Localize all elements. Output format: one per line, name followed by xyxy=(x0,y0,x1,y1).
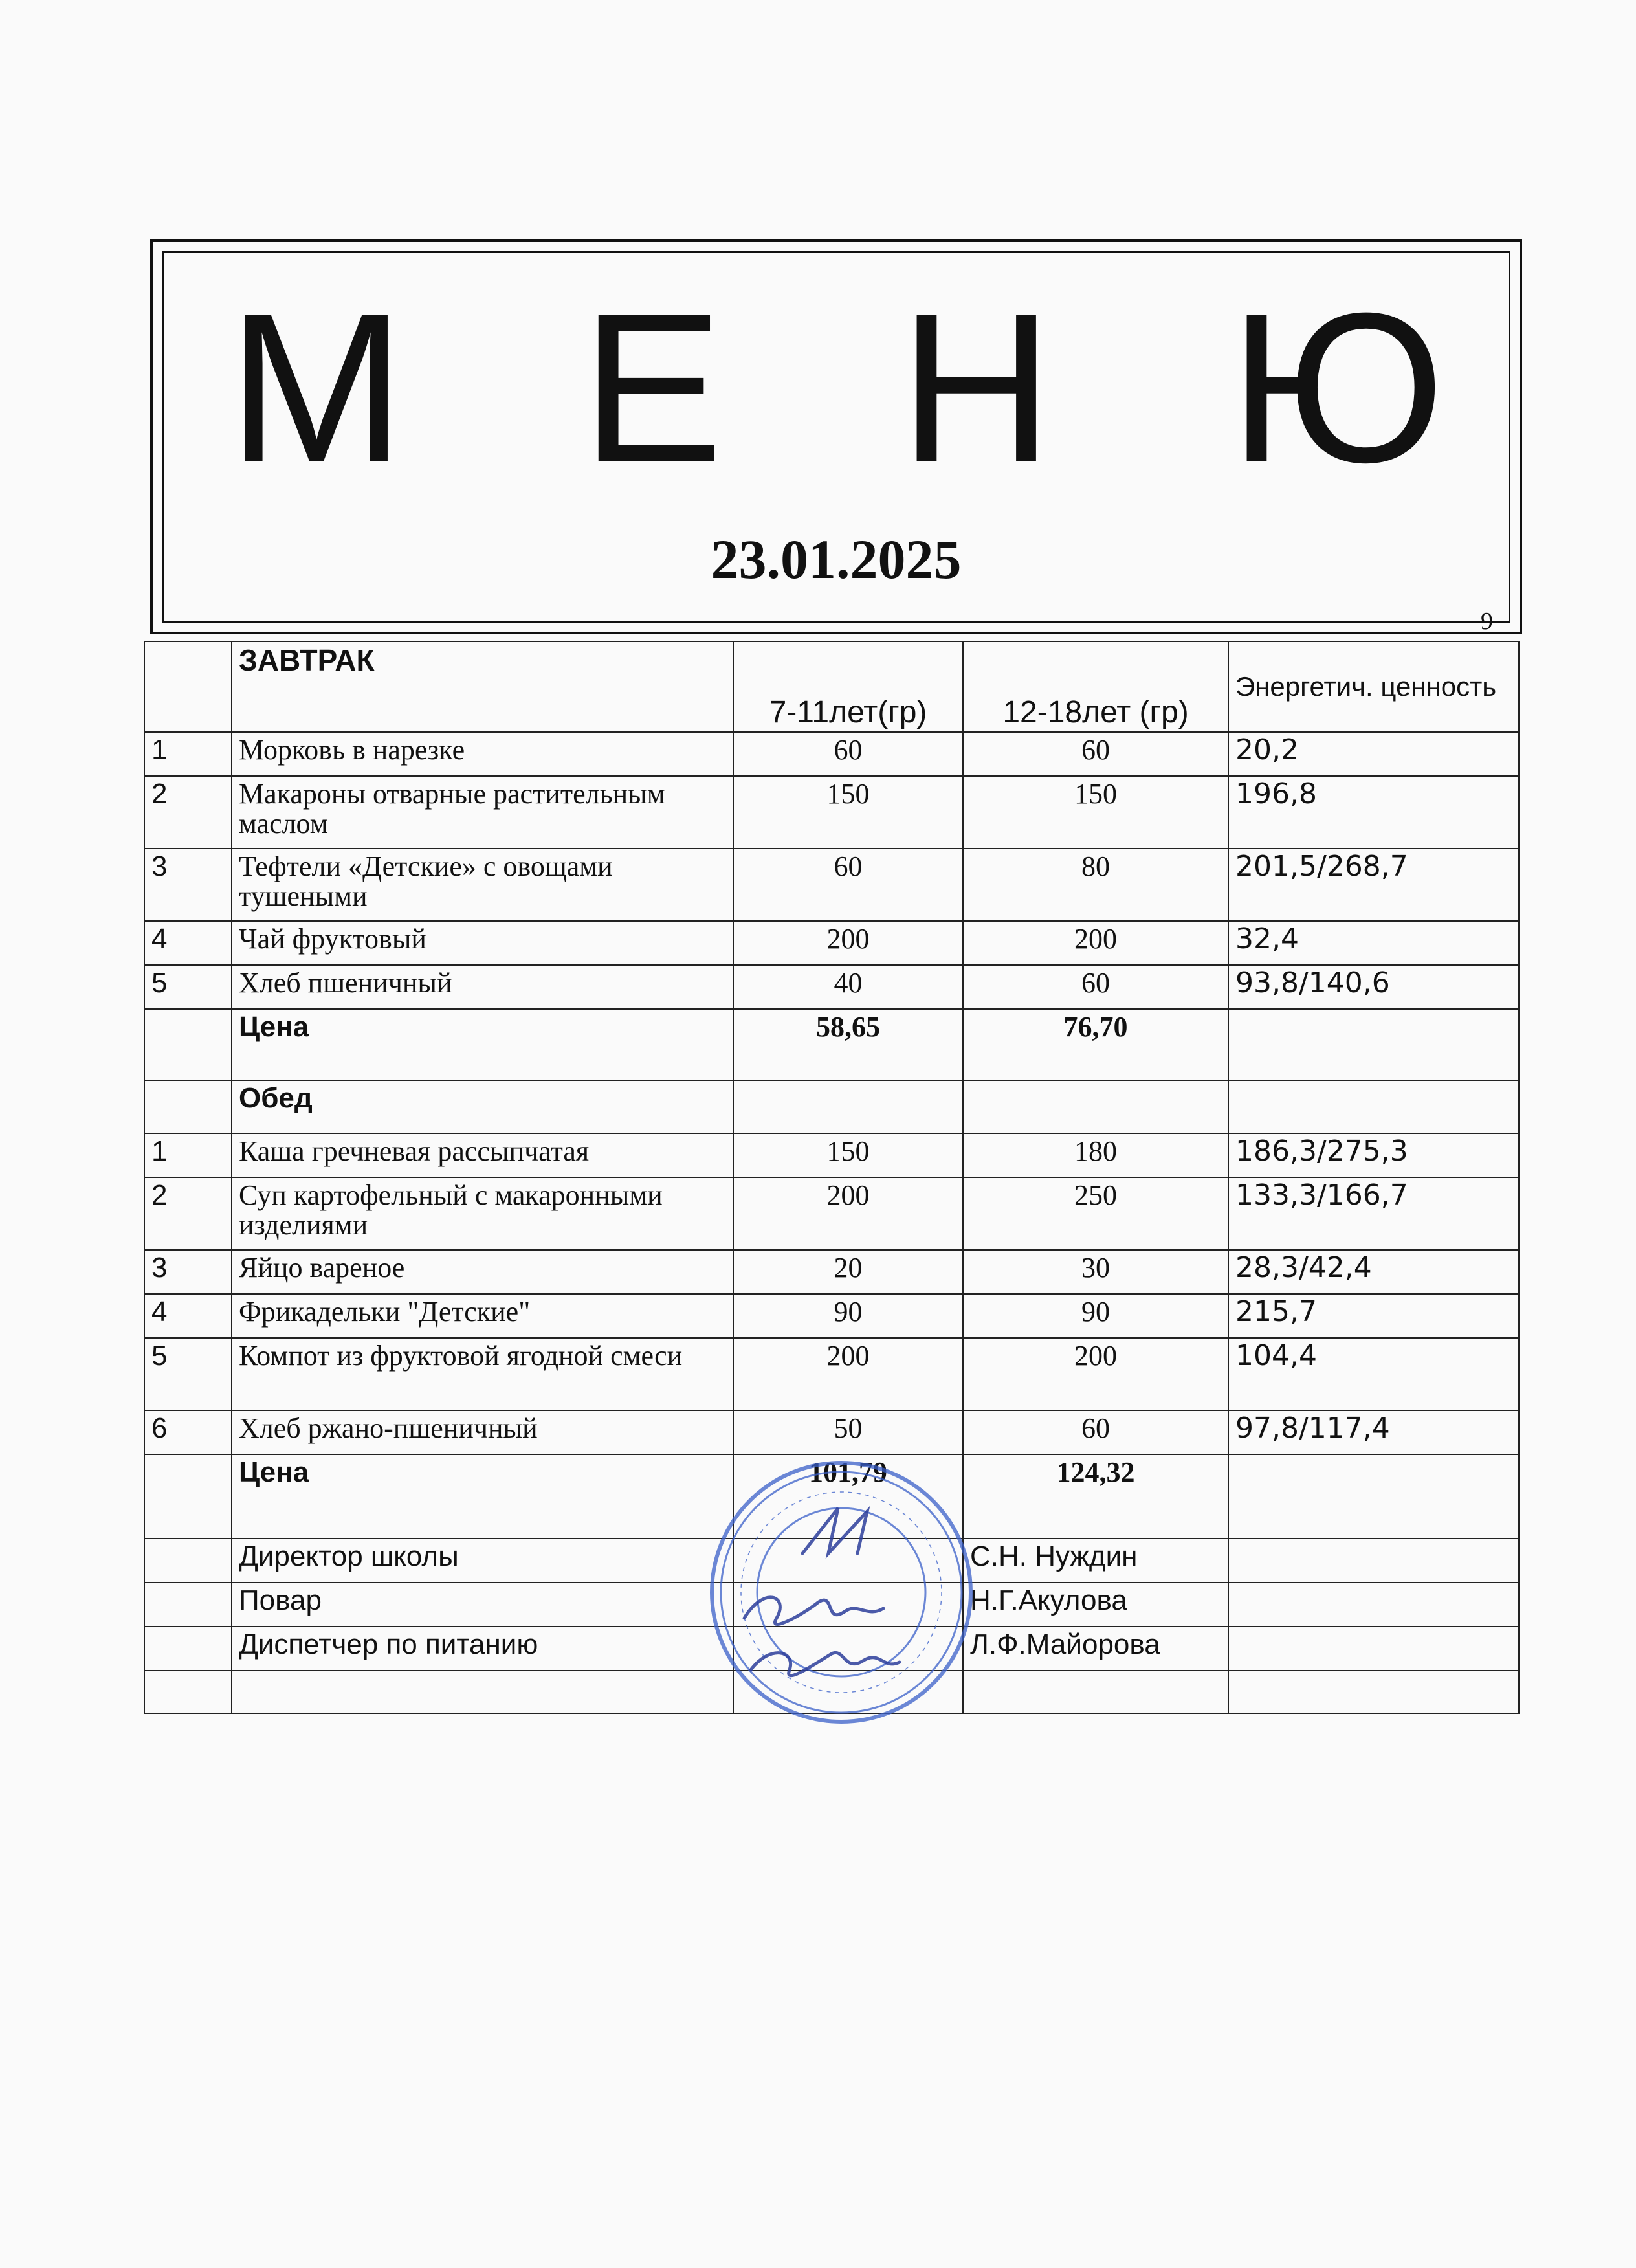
breakfast-price-7-11: 58,65 xyxy=(733,1009,963,1080)
lunch-empty-cell xyxy=(963,1080,1228,1133)
portion-12-18: 150 xyxy=(963,776,1228,849)
portion-12-18: 250 xyxy=(963,1177,1228,1250)
table-row xyxy=(144,1250,1519,1294)
lunch-price-7-11: 101,79 xyxy=(733,1454,963,1539)
portion-7-11: 20 xyxy=(733,1250,963,1294)
portion-12-18: 60 xyxy=(963,732,1228,776)
official-stamp-icon xyxy=(705,1456,977,1728)
row-number: 1 xyxy=(144,732,232,776)
portion-7-11: 90 xyxy=(733,1294,963,1338)
energy-value: 97,8/117,4 xyxy=(1228,1410,1519,1454)
row-number: 3 xyxy=(144,1250,232,1294)
sig-num-cell xyxy=(144,1583,232,1627)
empty-cell xyxy=(1228,1671,1519,1713)
price-num-cell xyxy=(144,1454,232,1539)
row-number: 4 xyxy=(144,1294,232,1338)
menu-date: 23.01.2025 xyxy=(711,528,962,590)
energy-value: 196,8 xyxy=(1228,776,1519,849)
signature-role: Директор школы xyxy=(232,1539,733,1583)
portion-12-18: 80 xyxy=(963,849,1228,921)
dish-name: Яйцо вареное xyxy=(232,1250,733,1294)
lunch-title-row xyxy=(144,1080,1519,1133)
portion-12-18: 60 xyxy=(963,1410,1228,1454)
row-number: 2 xyxy=(144,1177,232,1250)
table-row xyxy=(144,1133,1519,1177)
table-row xyxy=(144,849,1519,921)
table-header-row xyxy=(144,641,1519,732)
sig-empty-cell xyxy=(1228,1627,1519,1671)
dish-name: Макароны отварные растительным маслом xyxy=(232,776,733,849)
dish-name: Хлеб пшеничный xyxy=(232,965,733,1009)
breakfast-price-12-18: 76,70 xyxy=(963,1009,1228,1080)
table-row xyxy=(144,921,1519,965)
energy-value: 93,8/140,6 xyxy=(1228,965,1519,1009)
col-age-12-18: 12-18лет (гр) xyxy=(963,641,1228,732)
row-number: 5 xyxy=(144,1338,232,1410)
dish-name: Морковь в нарезке xyxy=(232,732,733,776)
page-number: 9 xyxy=(1481,608,1493,635)
table-row xyxy=(144,1177,1519,1250)
energy-value: 201,5/268,7 xyxy=(1228,849,1519,921)
portion-12-18: 30 xyxy=(963,1250,1228,1294)
portion-12-18: 180 xyxy=(963,1133,1228,1177)
energy-value: 104,4 xyxy=(1228,1338,1519,1410)
energy-value: 32,4 xyxy=(1228,921,1519,965)
portion-12-18: 90 xyxy=(963,1294,1228,1338)
empty-cell xyxy=(963,1671,1228,1713)
table-row xyxy=(144,965,1519,1009)
col-age-7-11: 7-11лет(гр) xyxy=(733,641,963,732)
lunch-title: Обед xyxy=(232,1080,733,1133)
sig-empty-cell xyxy=(1228,1583,1519,1627)
empty-cell xyxy=(144,1671,232,1713)
breakfast-price-row xyxy=(144,1009,1519,1080)
dish-name: Хлеб ржано-пшеничный xyxy=(232,1410,733,1454)
signature-name: Л.Ф.Майорова xyxy=(963,1627,1228,1671)
empty-cell xyxy=(232,1671,733,1713)
energy-value: 215,7 xyxy=(1228,1294,1519,1338)
table-row xyxy=(144,732,1519,776)
portion-12-18: 60 xyxy=(963,965,1228,1009)
portion-7-11: 200 xyxy=(733,1338,963,1410)
portion-12-18: 200 xyxy=(963,1338,1228,1410)
table-row xyxy=(144,1410,1519,1454)
price-energy-cell xyxy=(1228,1009,1519,1080)
col-energy: Энергетич. ценность xyxy=(1228,641,1519,732)
row-number: 2 xyxy=(144,776,232,849)
lunch-num-cell xyxy=(144,1080,232,1133)
portion-7-11: 60 xyxy=(733,849,963,921)
portion-7-11: 40 xyxy=(733,965,963,1009)
portion-7-11: 150 xyxy=(733,776,963,849)
table-row xyxy=(144,1294,1519,1338)
energy-value: 20,2 xyxy=(1228,732,1519,776)
dish-name: Каша гречневая рассыпчатая xyxy=(232,1133,733,1177)
header-num-cell xyxy=(144,641,232,732)
breakfast-title: ЗАВТРАК xyxy=(232,641,733,732)
table-row xyxy=(144,776,1519,849)
lunch-empty-cell xyxy=(1228,1080,1519,1133)
portion-7-11: 200 xyxy=(733,921,963,965)
row-number: 4 xyxy=(144,921,232,965)
dish-name: Компот из фруктовой ягодной смеси xyxy=(232,1338,733,1410)
sig-num-cell xyxy=(144,1539,232,1583)
lunch-price-label: Цена xyxy=(232,1454,733,1539)
signature-role: Диспетчер по питанию xyxy=(232,1627,733,1671)
row-number: 6 xyxy=(144,1410,232,1454)
dish-name: Чай фруктовый xyxy=(232,921,733,965)
row-number: 1 xyxy=(144,1133,232,1177)
breakfast-price-label: Цена xyxy=(232,1009,733,1080)
portion-12-18: 200 xyxy=(963,921,1228,965)
energy-value: 133,3/166,7 xyxy=(1228,1177,1519,1250)
lunch-empty-cell xyxy=(733,1080,963,1133)
row-number: 3 xyxy=(144,849,232,921)
row-number: 5 xyxy=(144,965,232,1009)
signature-name: С.Н. Нуждин xyxy=(963,1539,1228,1583)
header-box xyxy=(150,239,1522,634)
dish-name: Суп картофельный с макаронными изделиями xyxy=(232,1177,733,1250)
lunch-price-12-18: 124,32 xyxy=(963,1454,1228,1539)
price-num-cell xyxy=(144,1009,232,1080)
price-energy-cell xyxy=(1228,1454,1519,1539)
energy-value: 28,3/42,4 xyxy=(1228,1250,1519,1294)
portion-7-11: 60 xyxy=(733,732,963,776)
table-row xyxy=(144,1338,1519,1410)
dish-name: Тефтели «Детские» с овощами тушеными xyxy=(232,849,733,921)
portion-7-11: 150 xyxy=(733,1133,963,1177)
sig-empty-cell xyxy=(1228,1539,1519,1583)
signature-role: Повар xyxy=(232,1583,733,1627)
energy-value: 186,3/275,3 xyxy=(1228,1133,1519,1177)
portion-7-11: 50 xyxy=(733,1410,963,1454)
menu-title: М Е Н Ю xyxy=(227,268,1503,507)
signature-name: Н.Г.Акулова xyxy=(963,1583,1228,1627)
portion-7-11: 200 xyxy=(733,1177,963,1250)
sig-num-cell xyxy=(144,1627,232,1671)
dish-name: Фрикадельки "Детские" xyxy=(232,1294,733,1338)
